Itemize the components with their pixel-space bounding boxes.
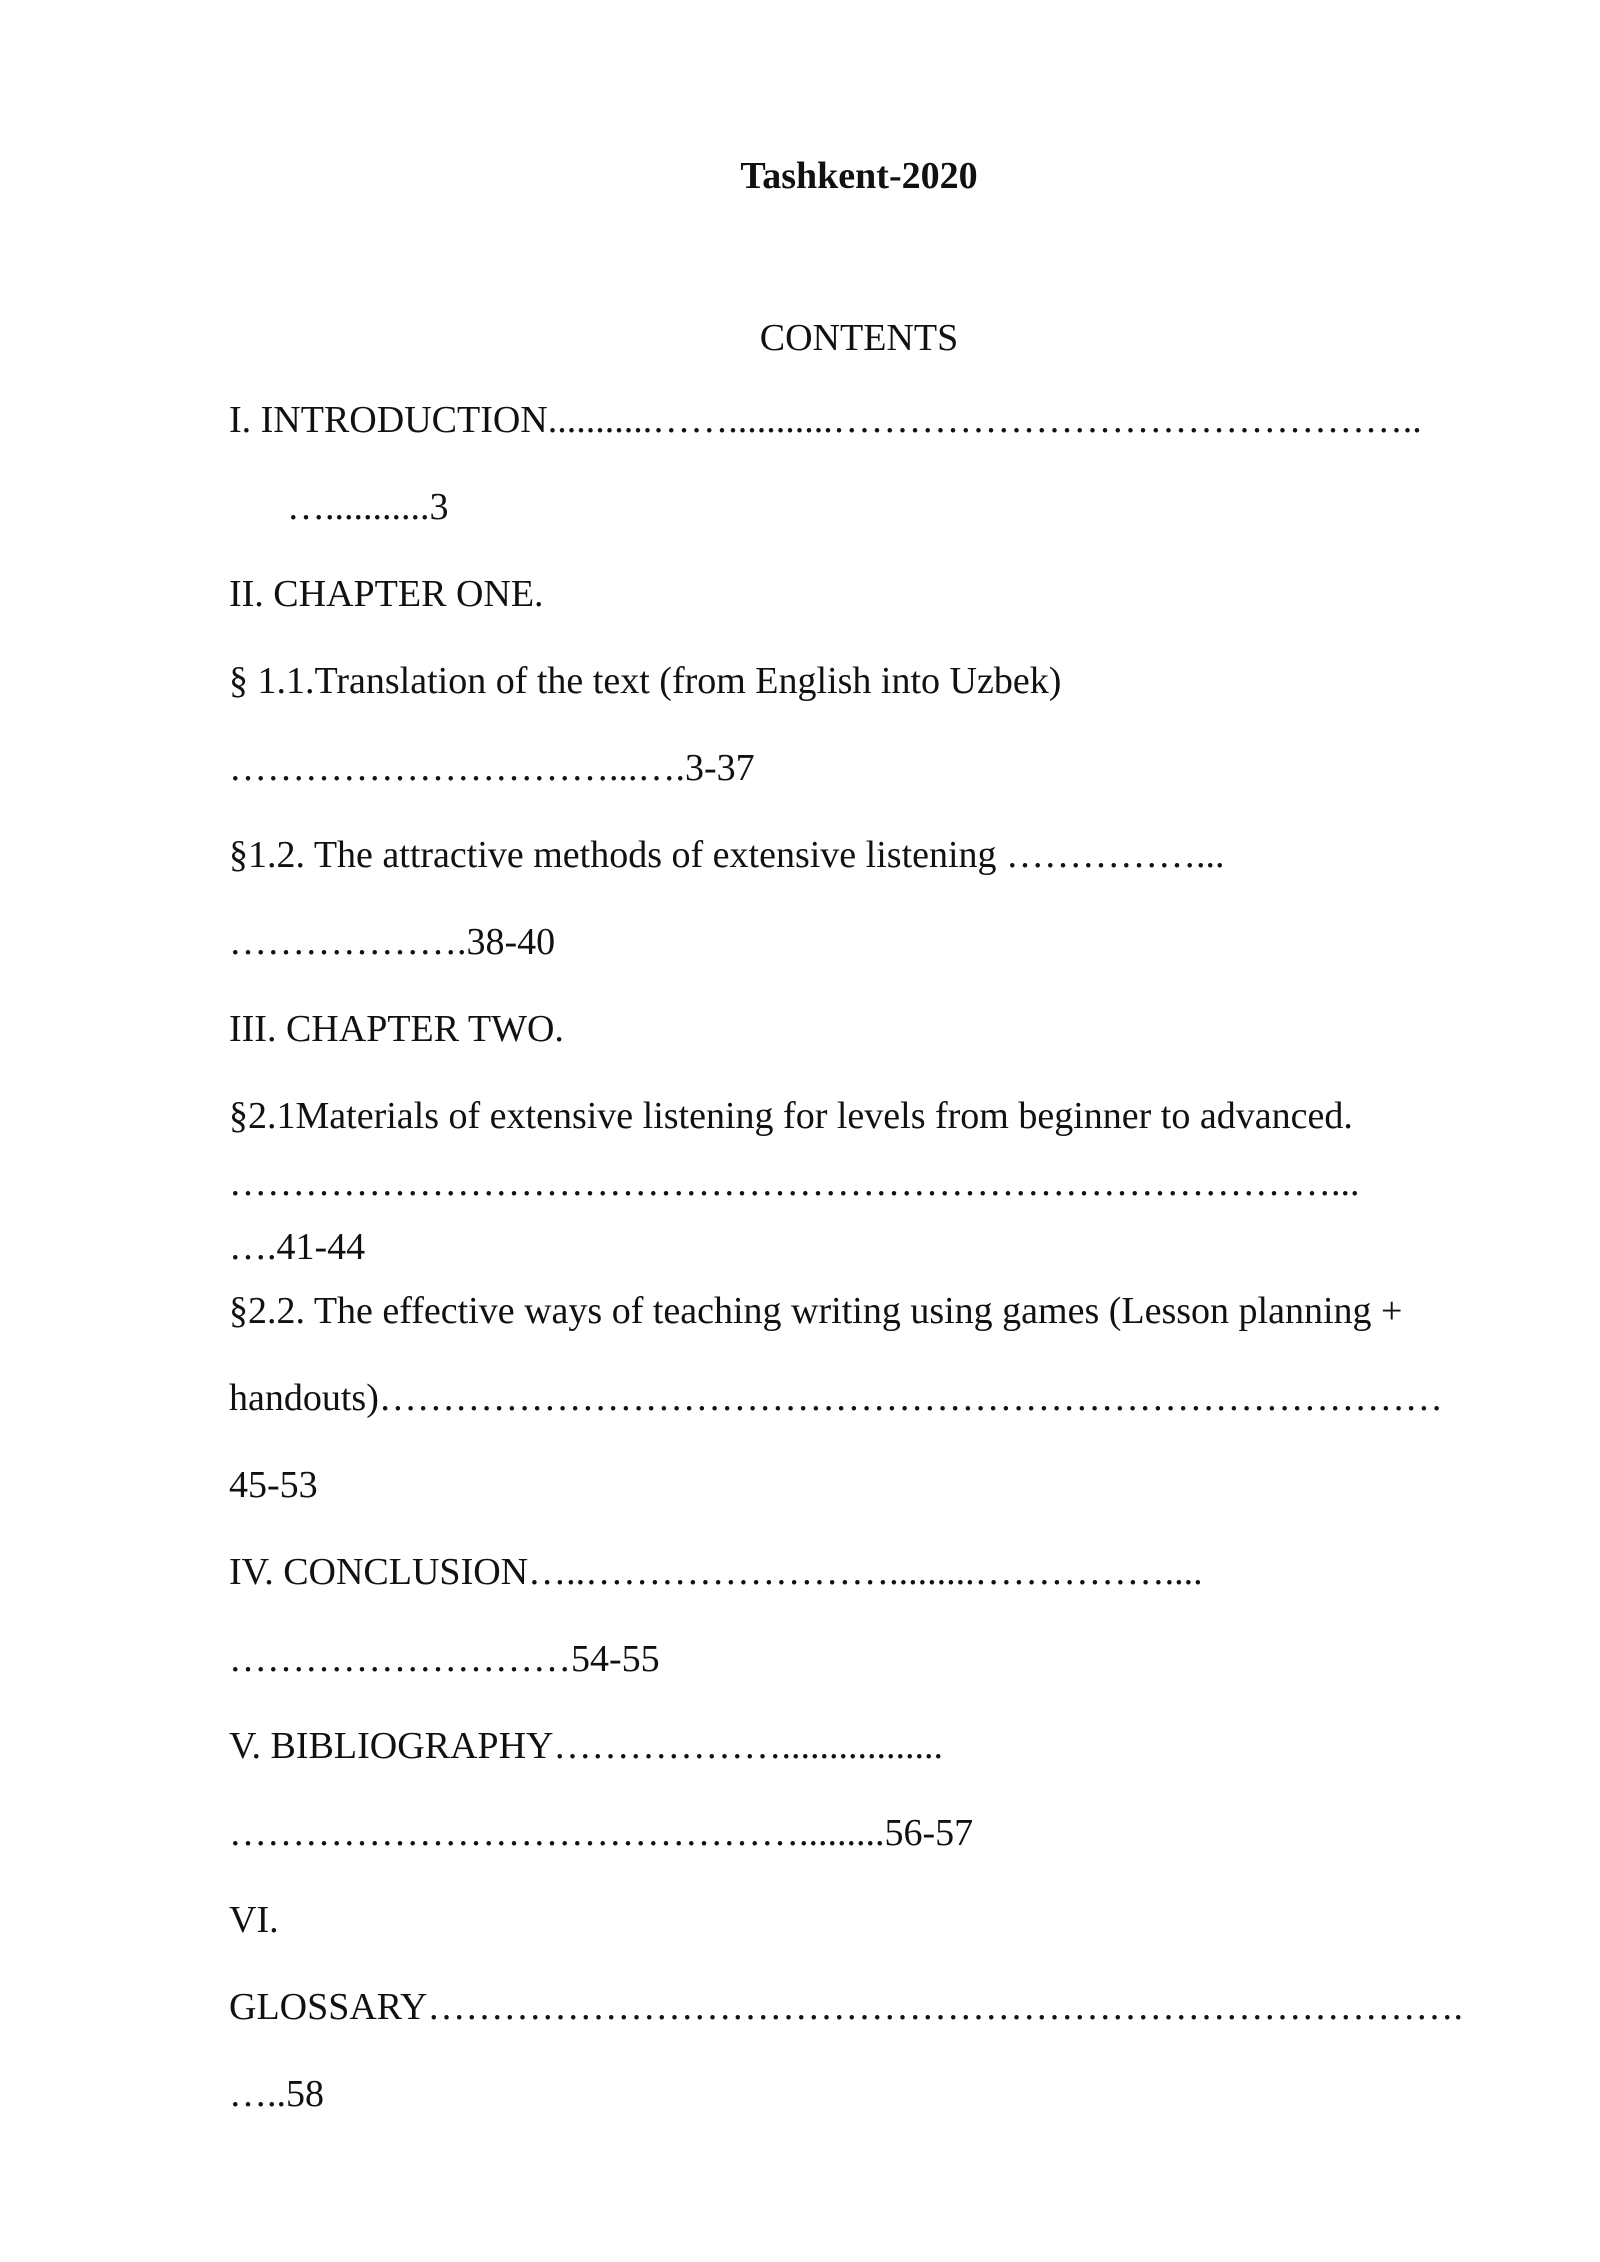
toc-entry-2-1-pages: ….41-44 bbox=[229, 1226, 366, 1268]
toc-entry-1-2-pages: ……………….38-40 bbox=[229, 921, 556, 963]
place-year-heading: Tashkent-2020 bbox=[740, 155, 978, 197]
toc-entry-2-1-leader: ……………………………………………………………………………... bbox=[229, 1162, 1360, 1204]
toc-entry-1-1-title: § 1.1.Translation of the text (from English into Uzbek) bbox=[229, 660, 1062, 702]
toc-entry-bibliography-pages: ……………………………………….........56-57 bbox=[229, 1812, 974, 1854]
toc-entry-1-1-pages: …………………………...….3-37 bbox=[229, 747, 755, 789]
toc-chapter-two-heading: III. CHAPTER TWO. bbox=[229, 1008, 564, 1050]
toc-entry-2-2-title: §2.2. The effective ways of teaching writing using games (Lesson planning + bbox=[229, 1290, 1403, 1332]
toc-entry-glossary: GLOSSARY………………………………………………………………………. bbox=[229, 1986, 1463, 2028]
toc-entry-bibliography: V. BIBLIOGRAPHY………………................. bbox=[229, 1725, 943, 1767]
toc-entry-glossary-number: VI. bbox=[229, 1899, 279, 1941]
toc-entry-2-1-title: §2.1Materials of extensive listening for levels from beginner to advanced. bbox=[229, 1095, 1353, 1137]
contents-title: CONTENTS bbox=[759, 317, 959, 359]
toc-chapter-one-heading: II. CHAPTER ONE. bbox=[229, 573, 544, 615]
toc-entry-introduction: I. INTRODUCTION...........……...........……………………………………….. bbox=[229, 399, 1422, 441]
toc-entry-conclusion: IV. CONCLUSION…..…………………….........…………….... bbox=[229, 1551, 1203, 1593]
toc-entry-1-2-title: §1.2. The attractive methods of extensive listening ……………... bbox=[229, 834, 1225, 876]
toc-entry-2-2-pages: 45-53 bbox=[229, 1464, 318, 1506]
toc-entry-introduction-pages: …...........3 bbox=[287, 486, 449, 528]
toc-entry-conclusion-pages: ………………………54-55 bbox=[229, 1638, 660, 1680]
toc-entry-glossary-pages: …..58 bbox=[229, 2073, 324, 2115]
toc-entry-2-2-continued: handouts)………………………………………………………………………… bbox=[229, 1377, 1443, 1419]
